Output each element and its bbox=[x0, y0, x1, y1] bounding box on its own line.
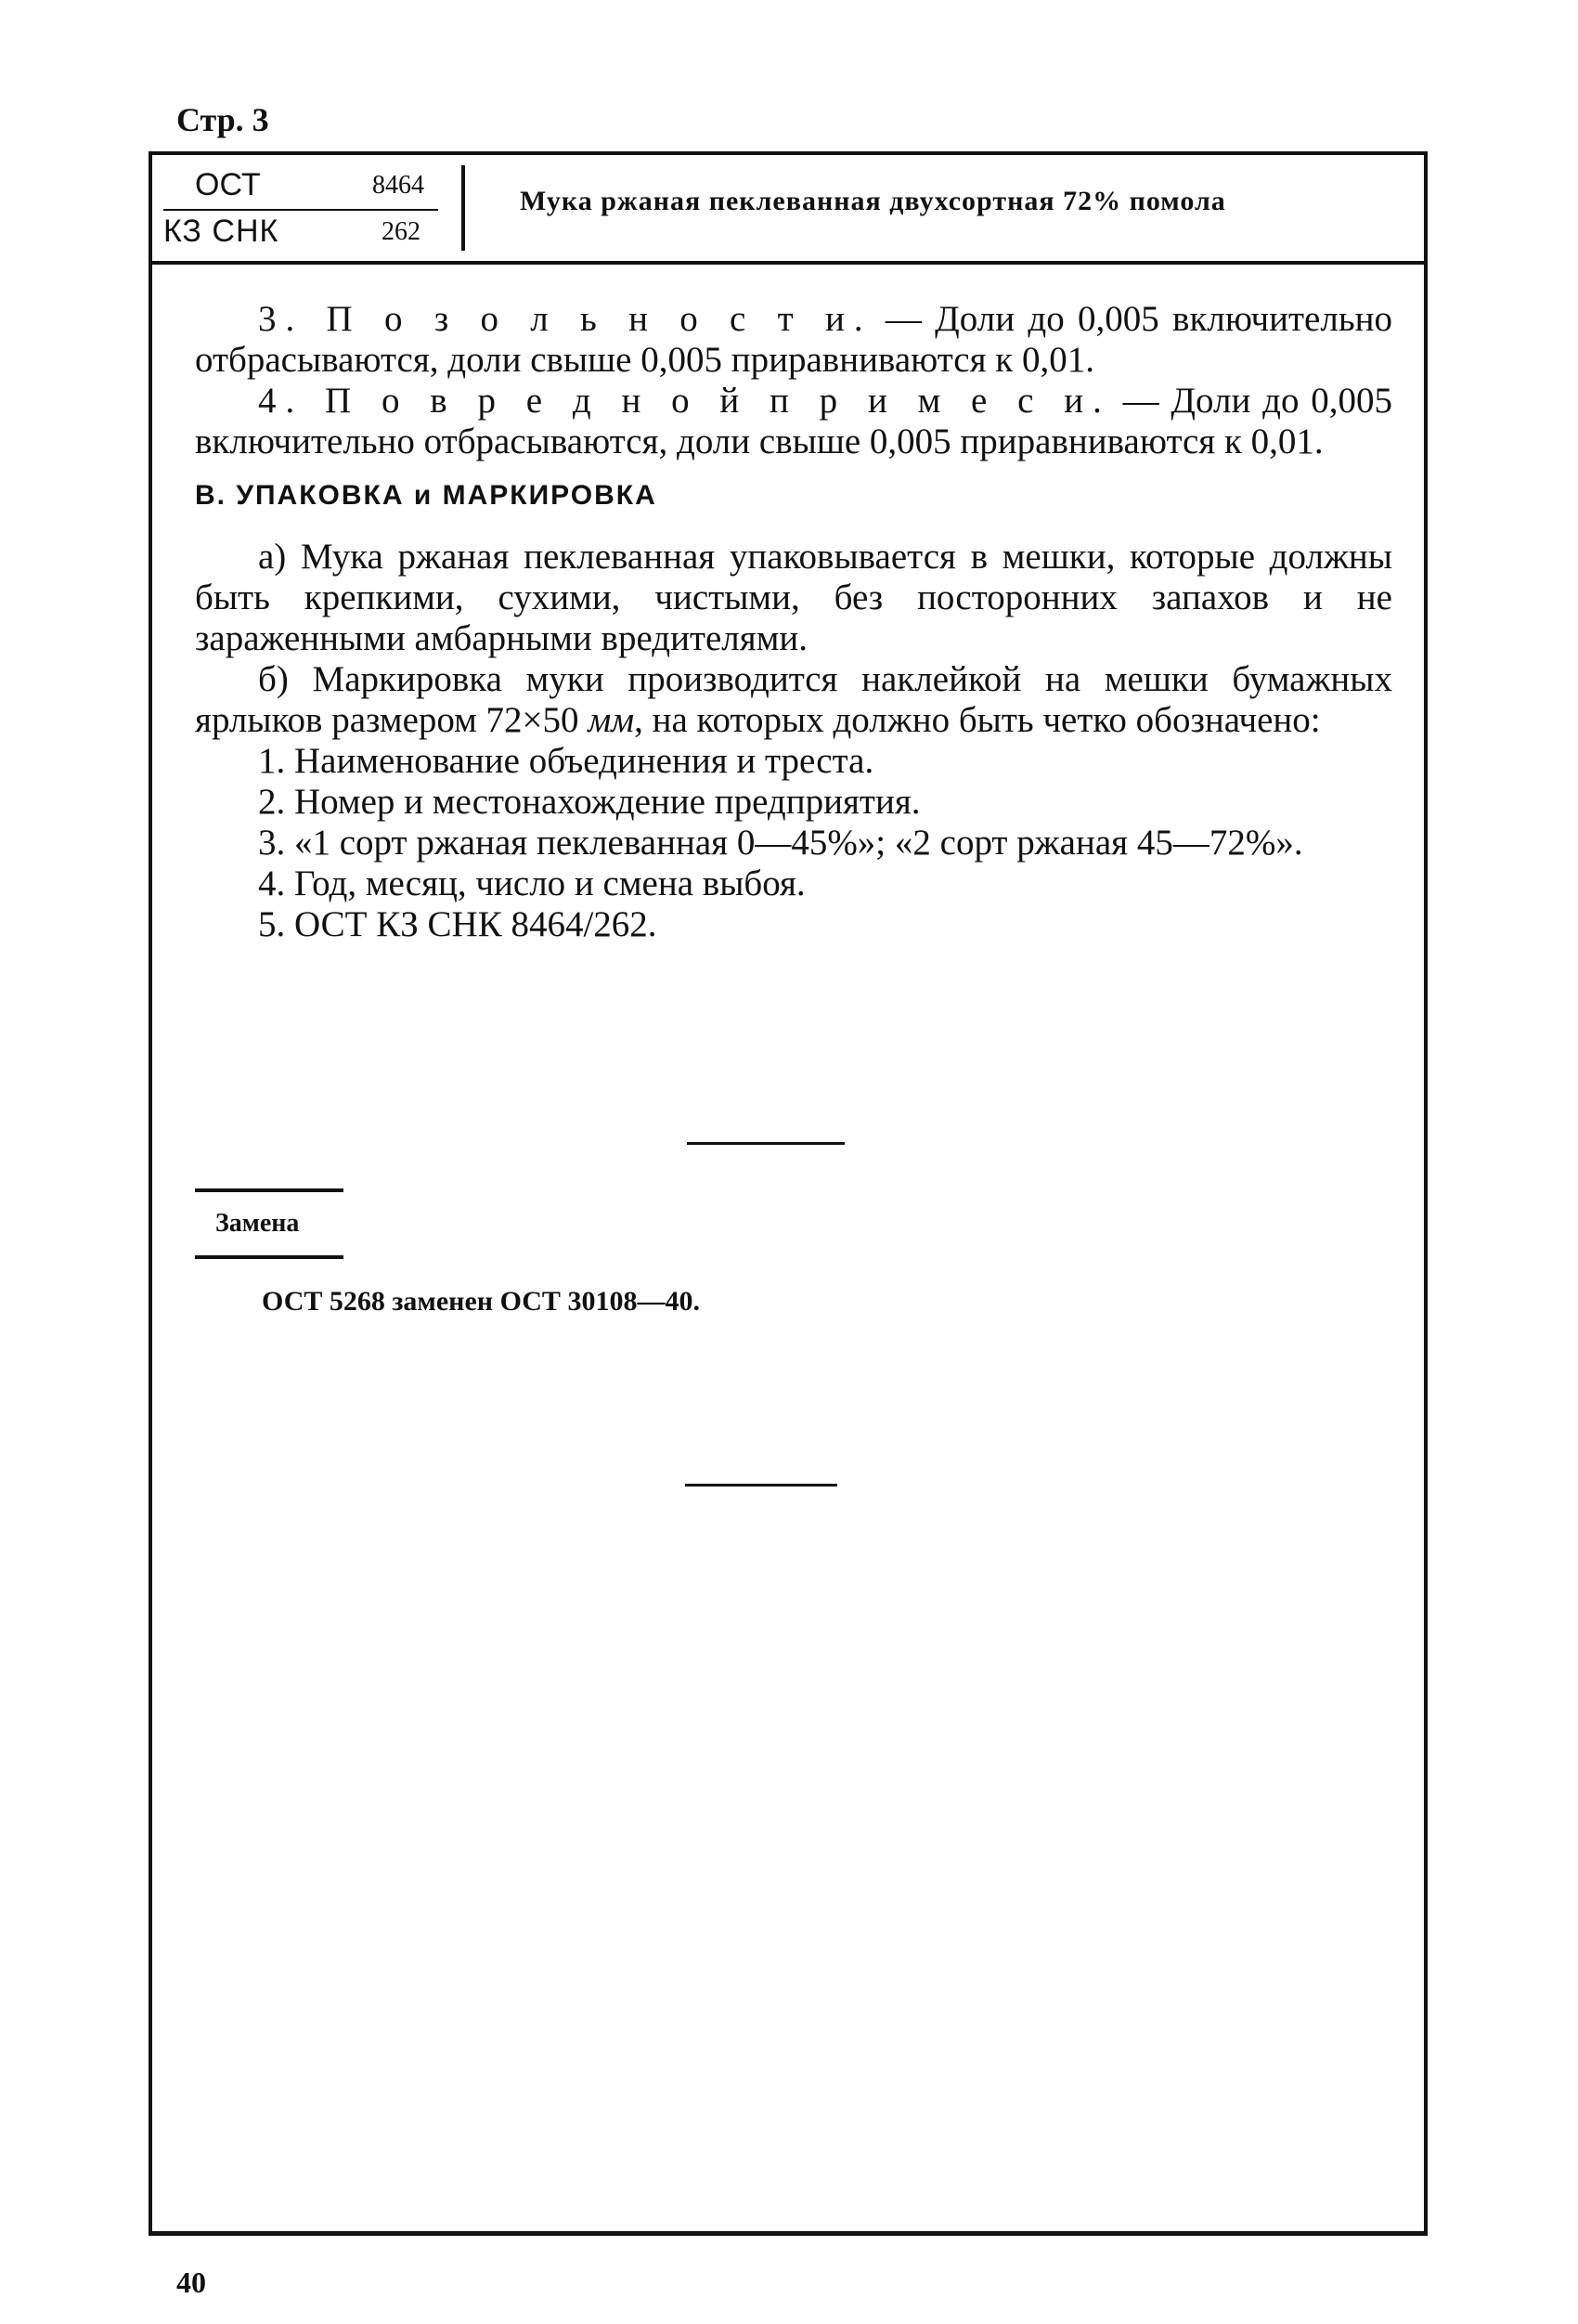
page-label: Стр. 3 bbox=[176, 101, 269, 138]
page-number: 40 bbox=[176, 2266, 206, 2299]
separator-rule-2 bbox=[685, 1484, 837, 1487]
standard-code bbox=[163, 167, 451, 256]
frame-right-line bbox=[1424, 151, 1428, 2235]
section-title: В. УПАКОВКА и МАРКИРОВКА bbox=[195, 480, 657, 511]
frame-top-line bbox=[149, 151, 1428, 155]
list-item: 2. Номер и местонахождение предприятия. bbox=[258, 782, 921, 822]
code-top-left: ОСТ bbox=[195, 167, 261, 202]
replacement-text: ОСТ 5268 заменен ОСТ 30108—40. bbox=[262, 1286, 700, 1317]
code-top-right: 8464 bbox=[372, 171, 424, 200]
item-3-lead: 3. П о з о л ь н о с т и. bbox=[258, 299, 873, 339]
replacement-label: Замена bbox=[215, 1209, 300, 1238]
item-4-lead: 4. П о в р е д н о й п р и м е с и. bbox=[258, 381, 1111, 421]
item-4-text: — Доли до 0,005 включительно отбрасываются, доли свыше 0,005 приравниваются к 0,01. bbox=[195, 381, 1393, 461]
body-text bbox=[195, 299, 1392, 945]
document-title: Мука ржаная пеклеванная двухсортная 72% помола bbox=[520, 186, 1226, 216]
list-item: 5. ОСТ КЗ СНК 8464/262. bbox=[258, 904, 657, 944]
frame-left-line bbox=[149, 151, 152, 2235]
item-3-text: — Доли до 0,005 включительно отбрасываются, доли свыше 0,005 приравниваются к 0,01. bbox=[195, 299, 1392, 380]
paragraph-a: а) Мука ржаная пеклеванная упаковывается в мешки, которые должны быть крепкими, сухими, чистыми, без посторонних запахов и не зараженными амбарными вредителями. bbox=[195, 537, 1392, 658]
header-bottom-line bbox=[149, 261, 1428, 265]
replacement-bottom-rule bbox=[195, 1255, 343, 1259]
code-bottom-left: КЗ СНК bbox=[163, 214, 279, 249]
code-rule bbox=[163, 209, 438, 211]
item-3 bbox=[195, 299, 1392, 381]
paragraph-b bbox=[195, 659, 1392, 741]
item-4 bbox=[195, 381, 1392, 462]
replacement-block bbox=[195, 1188, 343, 1259]
list-item: 1. Наименование объединения и треста. bbox=[258, 741, 874, 781]
paragraph-b-start: б) Маркировка муки производится наклейкой на мешки бумажных ярлыков размером 72×50 bbox=[195, 659, 1392, 740]
list-item: 3. «1 сорт ржаная пеклеванная 0—45%»; «2 сорт ржаная 45—72%». bbox=[258, 823, 1303, 863]
marking-list bbox=[195, 741, 1392, 945]
frame-bottom-line bbox=[149, 2231, 1428, 2236]
paragraph-b-end: , на которых должно быть четко обозначено: bbox=[634, 700, 1321, 740]
header-divider bbox=[461, 165, 465, 251]
list-item: 4. Год, месяц, число и смена выбоя. bbox=[258, 863, 806, 903]
paragraph-b-unit: мм bbox=[588, 700, 635, 740]
replacement-top-rule bbox=[195, 1188, 343, 1192]
separator-rule bbox=[687, 1142, 845, 1145]
code-bottom-right: 262 bbox=[382, 217, 420, 246]
